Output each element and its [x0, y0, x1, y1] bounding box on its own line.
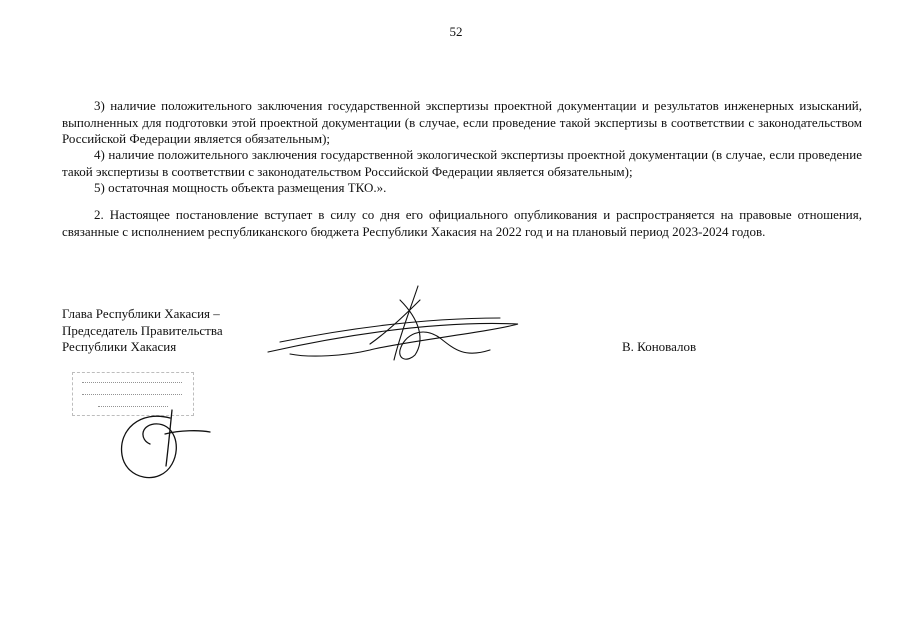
signatory-title-line-3: Республики Хакасия — [62, 339, 177, 355]
stamp-text-line — [82, 394, 182, 396]
paragraph-item-5: 5) остаточная мощность объекта размещения ТКО.». — [94, 180, 387, 195]
paragraph-clause-2: 2. Настоящее постановление вступает в силу со дня его официального опубликования и распространяется на правовые отношения, связанные с исполнением республиканского бюджета Республики Хакасия на 2022 год и на плановый период 2023-2024 годов. — [62, 207, 862, 239]
initials-mark — [110, 400, 220, 490]
signature-mark — [250, 280, 530, 370]
signatory-title — [62, 306, 223, 356]
paragraph-item-3: 3) наличие положительного заключения государственной экспертизы проектной документации и результатов инженерных изысканий, выполненных для подготовки этой проектной документации (в случае, если проведение такой экспертизы в соответствии с законодательством Российской Федерации является обязательным); — [62, 98, 862, 147]
stamp-text-line — [82, 382, 182, 384]
page-number: 52 — [449, 24, 463, 39]
signatory-title-line-1: Глава Республики Хакасия – — [62, 306, 220, 321]
paragraph-item-4: 4) наличие положительного заключения государственной экологической экспертизы проектной документации (в случае, если проведение такой экспертизы в соответствии с законодательством Российской Федерации является обязательным); — [62, 147, 862, 179]
signer-name: В. Коновалов — [622, 339, 697, 354]
signatory-title-line-2: Председатель Правительства — [62, 322, 223, 338]
